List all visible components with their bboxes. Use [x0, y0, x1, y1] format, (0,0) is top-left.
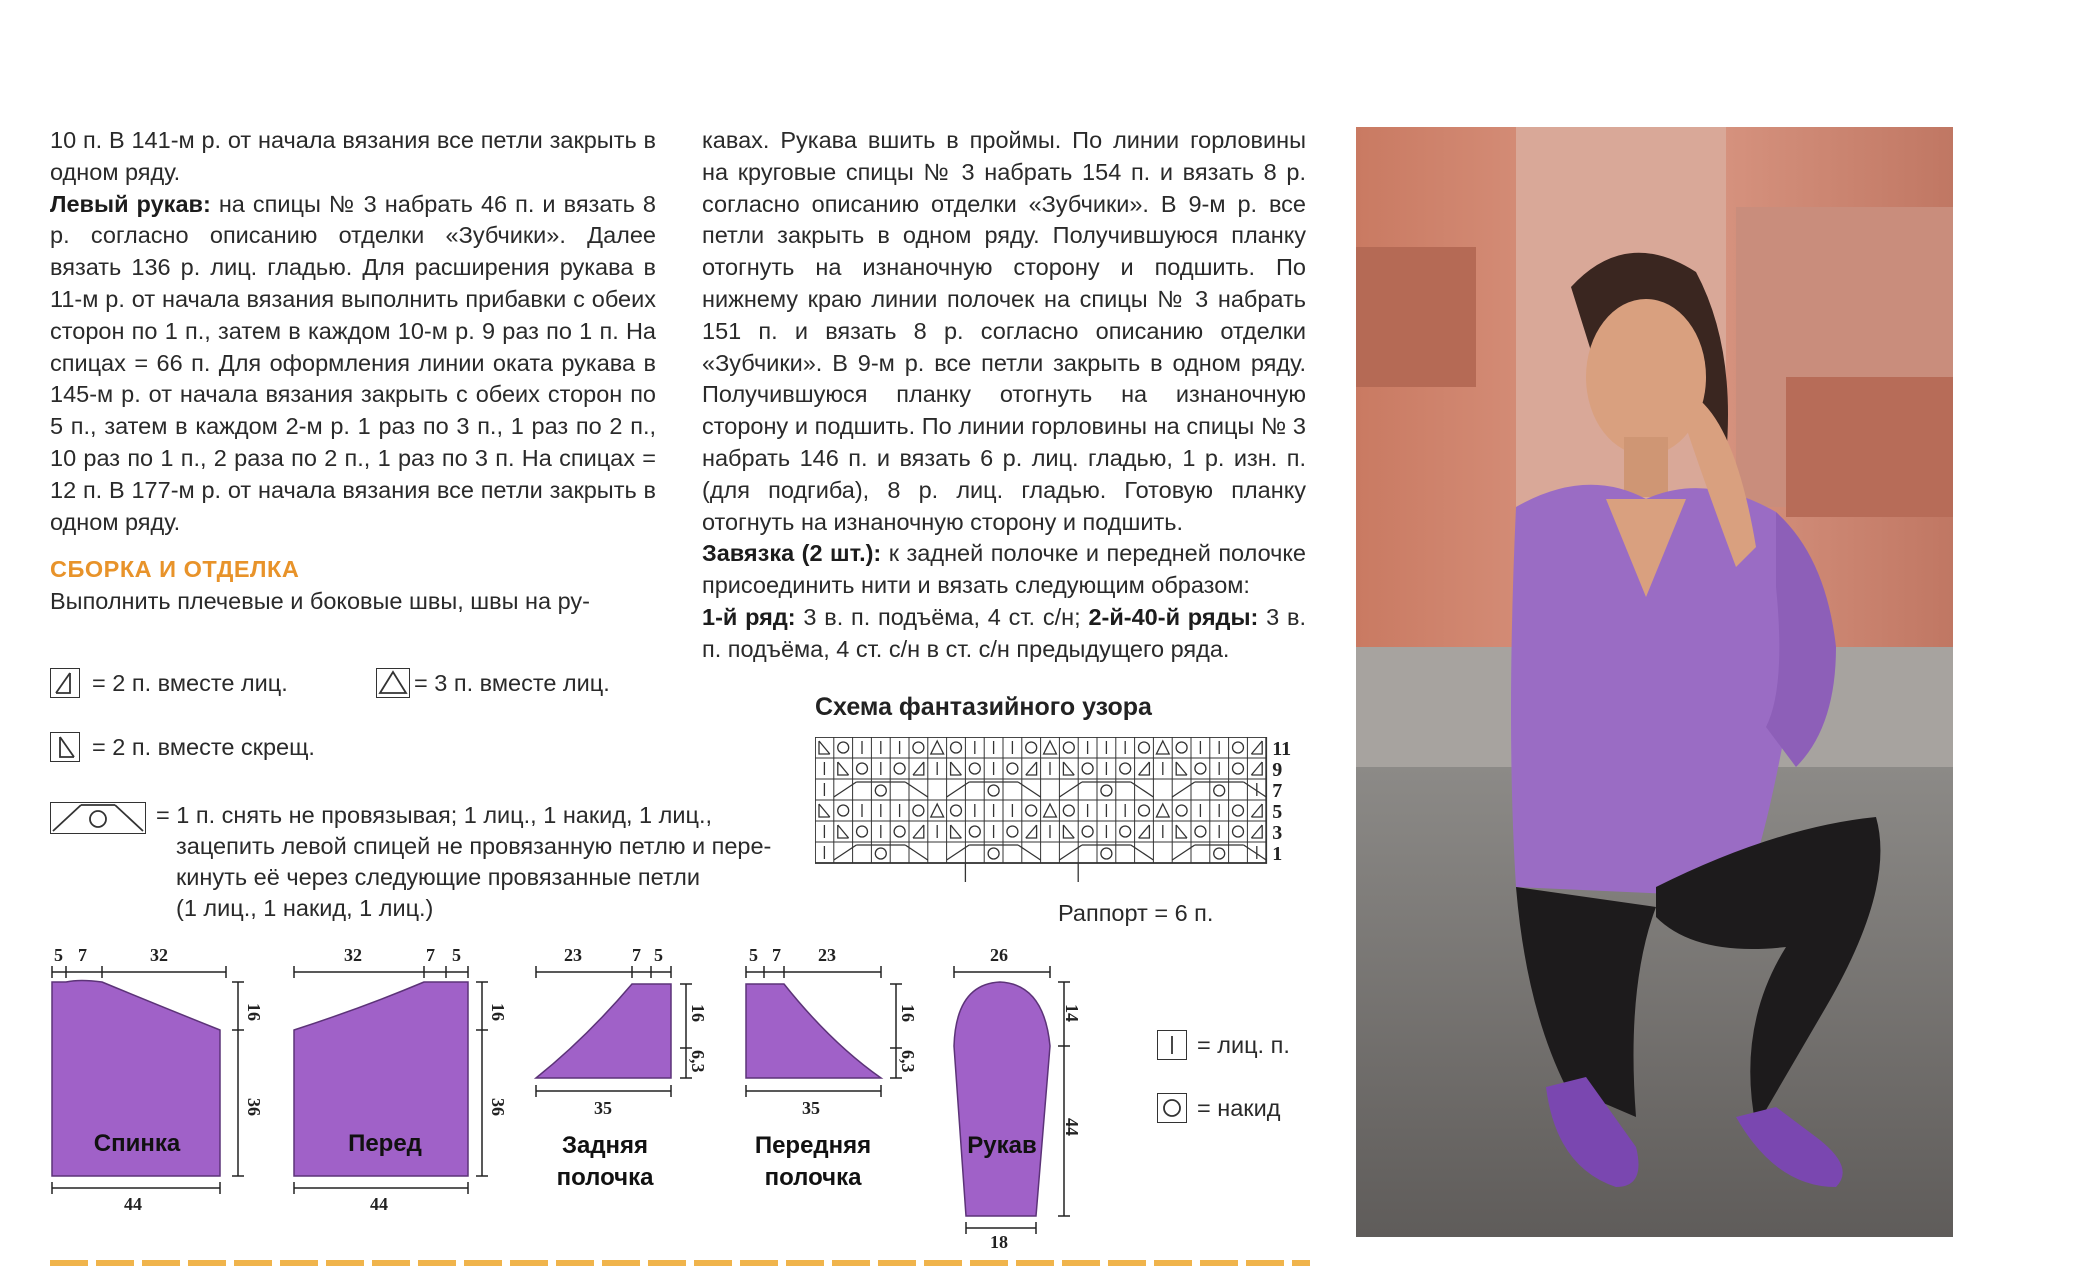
front-panel-dim-side-b: 6,3 — [898, 1050, 918, 1073]
back-dim-bottom: 44 — [124, 1194, 142, 1214]
back-dim-side-b: 36 — [244, 1098, 264, 1116]
paragraph-left-sleeve — [50, 189, 656, 539]
rapport-label: Раппорт = 6 п. — [1058, 900, 1214, 926]
special-stitch-line2: зацепить левой спицей не провязанную петлю и пере- — [176, 833, 772, 859]
chart-row-number: 3 — [1272, 822, 1283, 844]
front-dim-top-b: 7 — [426, 945, 435, 965]
back-panel-label-line1: Задняя — [561, 1132, 649, 1159]
sleeve-dim-top: 26 — [990, 945, 1008, 965]
yarn-over-label: = накид — [1197, 1095, 1281, 1121]
chart-row-number: 7 — [1272, 780, 1283, 802]
yarn-over-symbol-icon — [1157, 1093, 1187, 1123]
text-column-left — [50, 125, 656, 618]
legend-k2tog-cross — [50, 732, 315, 763]
front-panel-label-line1: Передняя — [754, 1132, 872, 1159]
legend-k3tog — [376, 668, 610, 699]
chart-row-number: 9 — [1272, 759, 1283, 781]
chart-row-number: 11 — [1272, 738, 1292, 760]
front-label: Перед — [348, 1130, 422, 1157]
special-stitch-line1: = 1 п. снять не провязывая; 1 лиц., 1 накид, 1 лиц., — [156, 802, 713, 828]
back-dim-top-b: 7 — [78, 945, 87, 965]
front-dim-bottom: 44 — [370, 1194, 388, 1214]
special-stitch-symbol-icon — [50, 802, 146, 834]
model-photo-illustration — [1356, 127, 1953, 1237]
schematic-back-panel — [526, 948, 726, 1118]
front-dim-top-a: 32 — [344, 945, 362, 965]
back-panel-dim-top-a: 23 — [564, 945, 582, 965]
k3tog-symbol-icon — [376, 668, 410, 698]
back-label: Спинка — [93, 1130, 181, 1157]
sleeve-dim-side-b: 44 — [1062, 1118, 1082, 1136]
back-panel-label-line2: полочка — [556, 1164, 654, 1191]
front-panel-dim-top-b: 7 — [772, 945, 781, 965]
sleeve-dim-bottom: 18 — [990, 1232, 1008, 1252]
front-panel-dim-top-c: 23 — [818, 945, 836, 965]
back-panel-label — [530, 1130, 680, 1194]
paragraph-tie — [702, 538, 1306, 602]
schematic-back — [40, 948, 270, 1213]
left-sleeve-title: Левый рукав: — [50, 190, 211, 217]
text-column-middle — [702, 125, 1306, 666]
back-panel-dim-top-c: 5 — [654, 945, 663, 965]
k2tog-symbol-icon — [50, 668, 80, 698]
tie-text: к задней полочке и передней полочке присоединить нити и вязать следующим образом: — [702, 540, 1306, 599]
back-panel-dim-side-b: 6,3 — [688, 1050, 708, 1073]
chart-row-number: 1 — [1272, 843, 1283, 865]
front-dim-side-a: 16 — [488, 1003, 508, 1021]
row1-text: 3 в. п. подъёма, 4 ст. с/н; — [795, 603, 1089, 630]
paragraph-back-finish: 10 п. В 141-м р. от начала вязания все петли закрыть в одном ряду. — [50, 127, 656, 185]
paragraph-assembly-cont: кавах. Рукава вшить в проймы. По линии горловины на круговые спицы № 3 набрать 154 п. и вязать 8 р. согласно описанию отделки «Зубчики». В 9-м р. все петли закрыть в одном ряду. Получившуюся планку отогнуть на изнаночную сторону и подшить. По нижнему краю линии полочек на спицы № 3 набрать 151 п. и вязать 8 р. согласно описанию отделки «Зубчики». В 9-м р. все петли закрыть в одном ряду. Получившуюся планку отогнуть на изнаночную сторону и подшить. По линии горловины на спицы № 3 набрать 146 п. и вязать 6 р. лиц. гладью, 1 р. изн. п. (для подгиба), 8 р. лиц. гладью. Готовую планку отогнуть на изнаночную сторону и подшить. — [702, 127, 1306, 535]
front-panel-dim-bottom: 35 — [802, 1098, 820, 1118]
back-panel-dim-bottom: 35 — [594, 1098, 612, 1118]
schematic-sleeve — [944, 948, 1094, 1248]
front-dim-side-b: 36 — [488, 1098, 508, 1116]
model-photo — [1356, 127, 1953, 1237]
back-dim-top-c: 32 — [150, 945, 168, 965]
section-heading-assembly: СБОРКА И ОТДЕЛКА — [50, 556, 300, 583]
back-panel-dim-side-a: 16 — [688, 1004, 708, 1022]
k2tog-label: = 2 п. вместе лиц. — [92, 670, 288, 696]
front-panel-label — [738, 1130, 888, 1194]
rows2-title: 2-й-40-й ряды: — [1088, 603, 1259, 630]
back-panel-dim-top-b: 7 — [632, 945, 641, 965]
row1-title: 1-й ряд: — [702, 603, 796, 630]
k2tog-cross-symbol-icon — [50, 732, 80, 762]
chart-row-number: 5 — [1272, 801, 1283, 823]
front-panel-dim-side-a: 16 — [898, 1004, 918, 1022]
k2tog-cross-label: = 2 п. вместе скрещ. — [92, 734, 315, 760]
back-dim-side-a: 16 — [244, 1003, 264, 1021]
paragraph-tie-rows — [702, 602, 1306, 666]
sleeve-label: Рукав — [967, 1132, 1037, 1159]
chart-title: Схема фантазийного узора — [815, 693, 1152, 721]
left-sleeve-text: на спицы № 3 набрать 46 п. и вязать 8 р. согласно описанию отделки «Зубчики». Далее вязать 136 р. лиц. гладью. Для расширения рукава в 11-м р. от начала вязания выполнить прибавки с обеих сторон по 1 п., затем в каждом 10-м р. 9 раз по 1 п. На спицах = 66 п. Для оформления линии оката рукава в 145-м р. от начала вязания закрыть с обеих сторон по 5 п., затем в каждом 2-м р. 1 раз по 3 п., 1 раз по 2 п., 10 раз по 1 п., 2 раза по 2 п., 1 раз по 3 п. На спицах = 12 п. В 177-м р. от начала вязания все петли закрыть в одном ряду. — [50, 190, 656, 535]
front-dim-top-c: 5 — [452, 945, 461, 965]
k3tog-label: = 3 п. вместе лиц. — [414, 670, 610, 696]
back-dim-top-a: 5 — [54, 945, 63, 965]
front-panel-label-line2: полочка — [764, 1164, 862, 1191]
knit-label: = лиц. п. — [1197, 1032, 1290, 1058]
legend-knit — [1157, 1030, 1290, 1061]
schematic-front-panel — [736, 948, 936, 1118]
special-stitch-line4: (1 лиц., 1 накид, 1 лиц.) — [176, 895, 434, 921]
rows2-text: 3 в. п. подъёма, 4 ст. с/н в ст. с/н предыдущего ряда. — [702, 603, 1306, 662]
legend-k2tog — [50, 668, 288, 699]
front-panel-dim-top-a: 5 — [749, 945, 758, 965]
legend-yarn-over — [1157, 1093, 1280, 1124]
sleeve-dim-side-a: 14 — [1062, 1004, 1082, 1022]
bottom-rule — [50, 1260, 1310, 1266]
tie-title: Завязка (2 шт.): — [702, 540, 882, 567]
schematic-front — [282, 948, 512, 1213]
paragraph-assembly: Выполнить плечевые и боковые швы, швы на ру- — [50, 588, 590, 615]
knit-symbol-icon — [1157, 1030, 1187, 1060]
pattern-chart — [815, 737, 1315, 882]
special-stitch-line3: кинуть её через следующие провязанные петли — [176, 864, 700, 890]
